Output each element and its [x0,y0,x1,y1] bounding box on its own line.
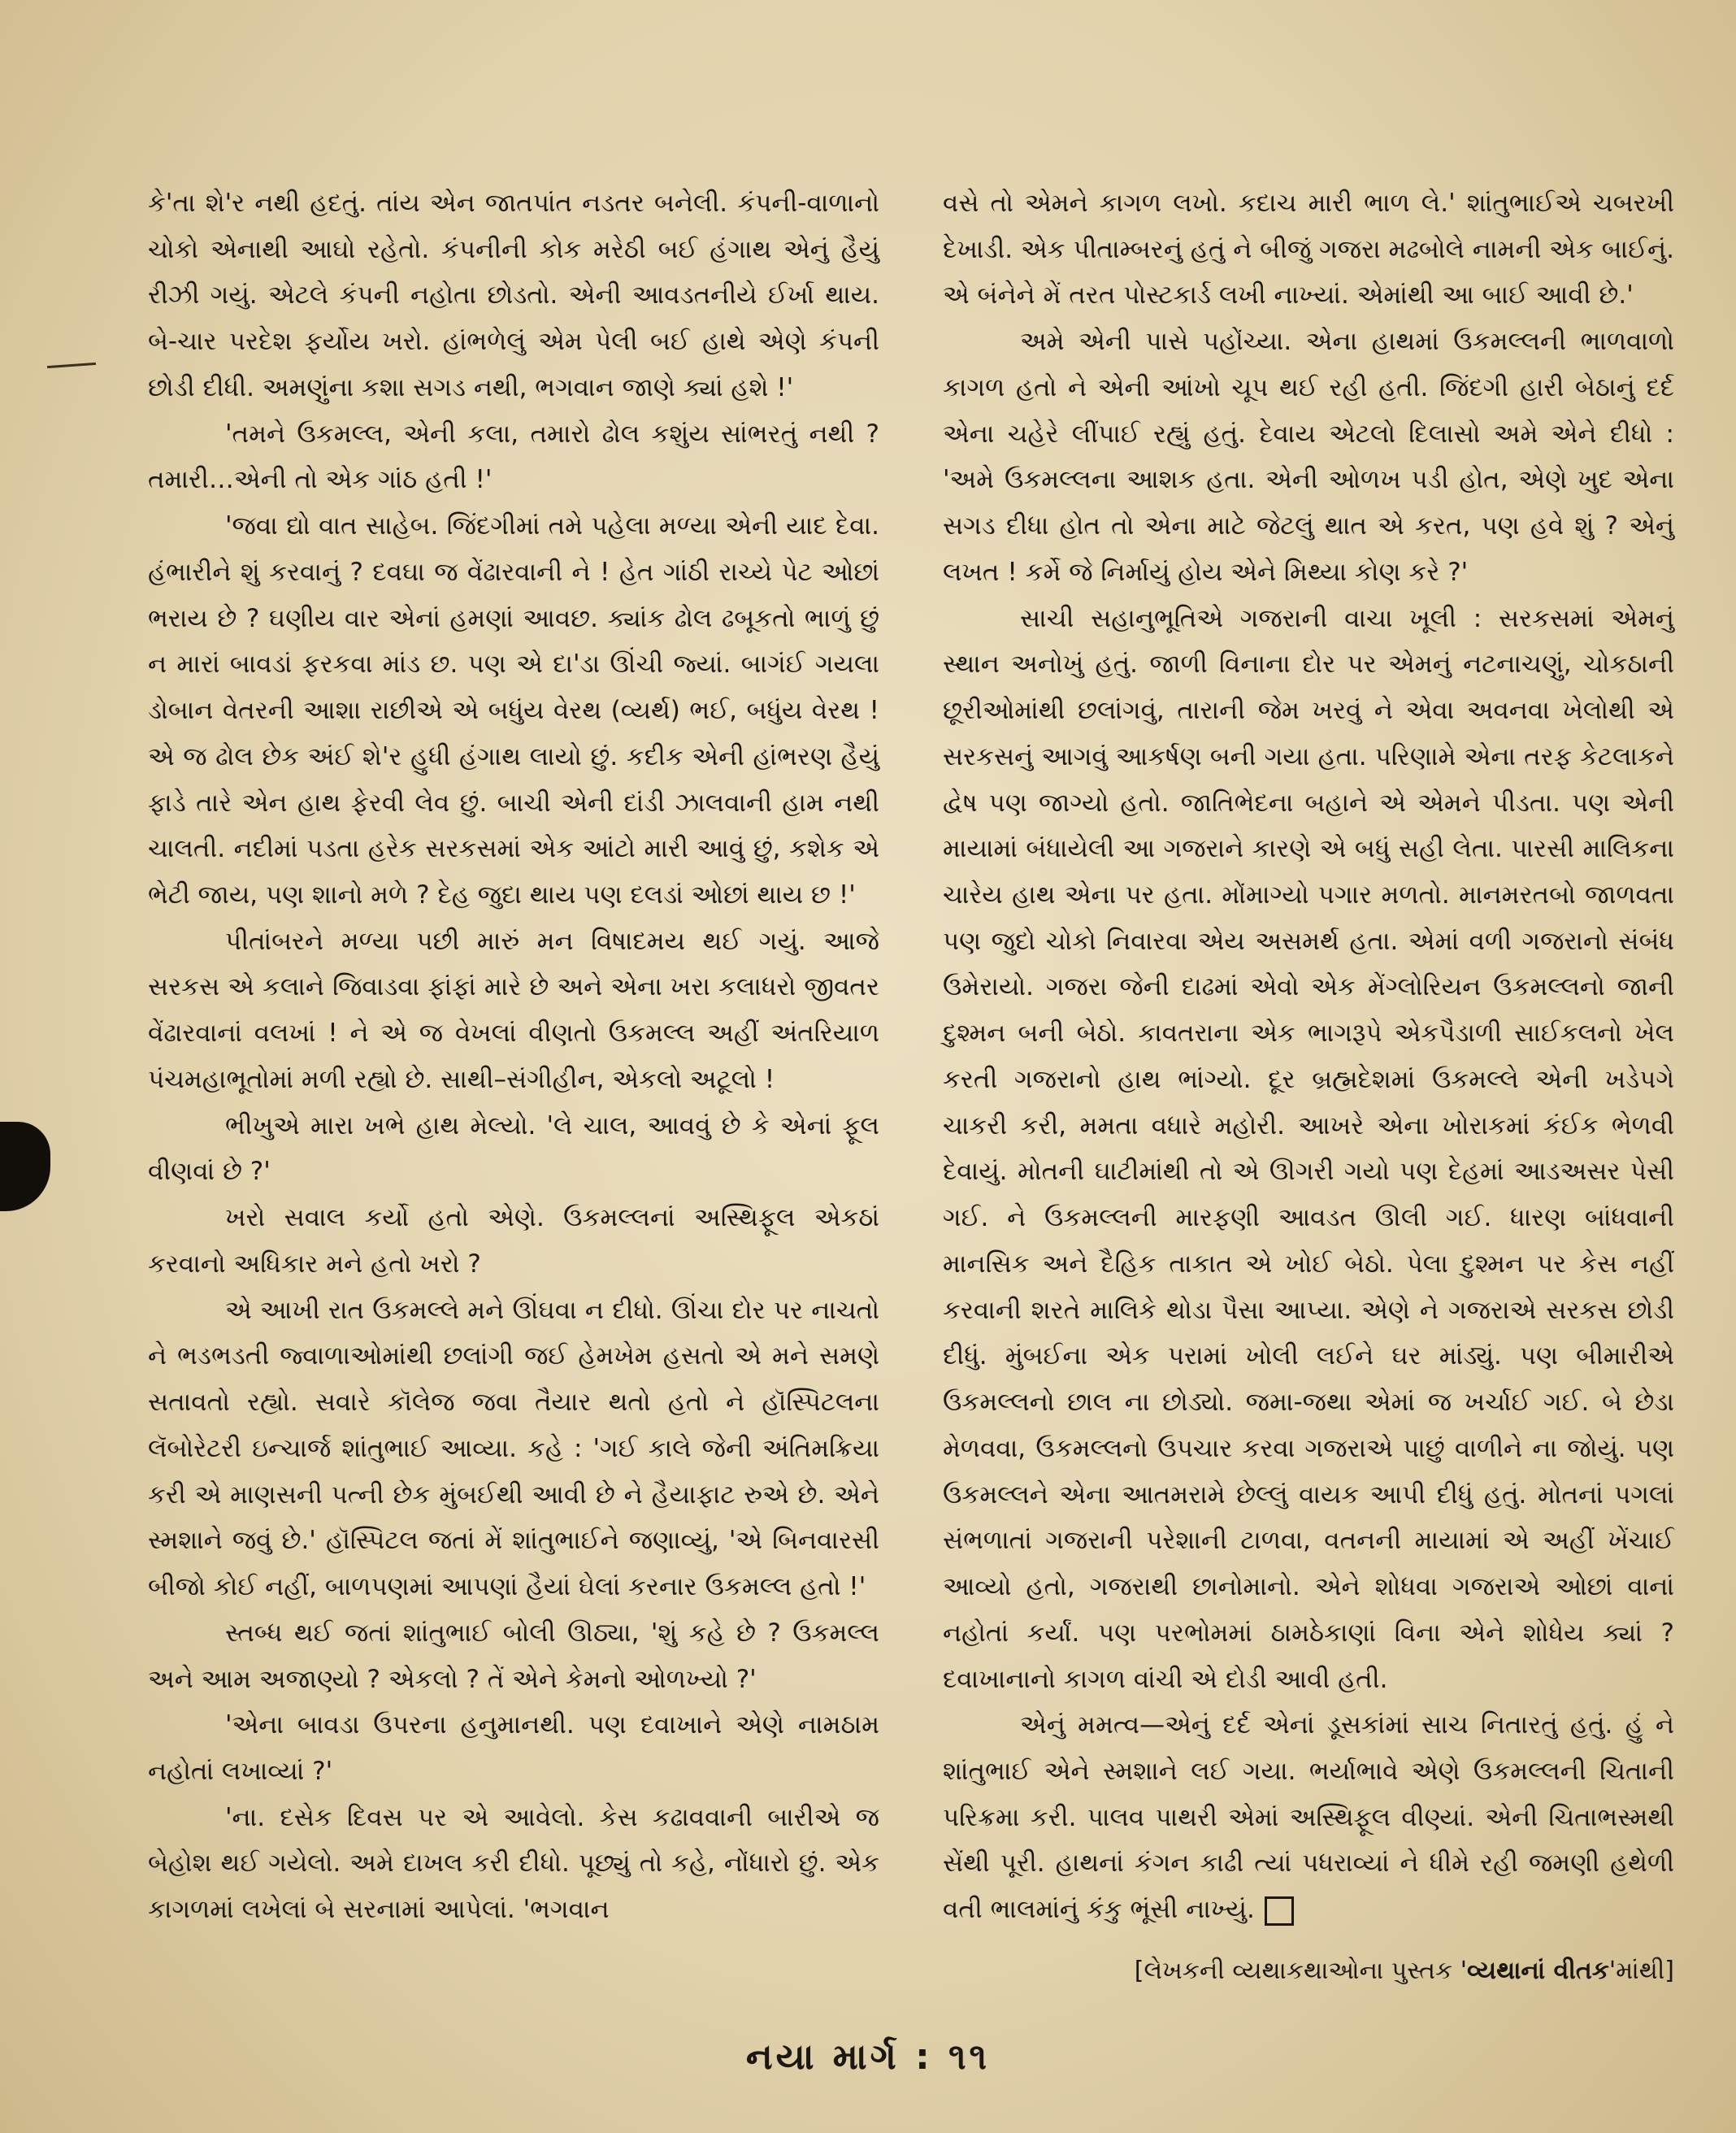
credit-suffix: 'માંથી] [1608,1957,1674,1985]
credit-book-title: વ્યથાનાં વીતક [1466,1957,1609,1985]
paragraph: પીતાંબરને મળ્યા પછી મારું મન વિષાદમય થઈ ગયું. આજે સરકસ એ કલાને જિવાડવા ફાંફાં મારે છે અને એના ખરા કલાધરો જીવતર વેંઢારવાનાં વલખાં ! ને એ જ વેખલાં વીણતો ઉકમલ્લ અહીં અંતરિયાળ પંચમહાભૂતોમાં મળી રહ્યો છે. સાથી–સંગીહીન, એકલો અટૂલો ! [148,926,879,1094]
paragraph: વસે તો એમને કાગળ લખો. કદાચ મારી ભાળ લે.' શાંતુભાઈએ ચબરખી દેખાડી. એક પીતામ્બરનું હતું ને બીજું ગજરા મઢબોલે નામની એક બાઈનું. એ બંનેને મેં તરત પોસ્ટકાર્ડ લખી નાખ્યાં. એમાંથી આ બાઈ આવી છે.' [943,189,1674,311]
paragraph: ભીખુએ મારા ખભે હાથ મેલ્યો. 'લે ચાલ, આવવું છે કે એનાં ફૂલ વીણવાં છે ?' [148,1110,879,1187]
page-damage-stain [0,1122,50,1211]
paragraph: ખરો સવાલ કર્યો હતો એણે. ઉકમલ્લનાં અસ્થિફૂલ એકઠાં કરવાનો અધિકાર મને હતો ખરો ? [148,1203,879,1279]
paragraph: 'જવા દ્યો વાત સાહેબ. જિંદગીમાં તમે પહેલા મળ્યા એની યાદ દેવા. હંભારીને શું કરવાનું ? દવઘા જ વેંઢારવાની ને ! હેત ગાંઠી રાચ્યે પેટ ઓછાં ભરાય છે ? ઘણીય વાર એનાં હમણાં આવછ. ક્યાંક ઢોલ ઢબૂકતો ભાળું છું ન મારાં બાવડાં ફરકવા માંડ છ. પણ એ દા'ડા ઊંચી જ્યાં. બાગંઈ ગયલા ડોબાન વેતરની આશા રાછીએ એ બધુંય વેરથ (વ્યર્થ) ભઈ, બધુંય વેરથ ! એ જ ઢોલ છેક અંઈ શે'ર હુધી હંગાથ લાયો છું. કદીક એની હાંભરણ હૈયું ફાડે તારે એન હાથ ફેરવી લેવ છું. બાચી એની દાંડી ઝાલવાની હામ નથી ચાલતી. નદીમાં પડતા હરેક સરકસમાં એક આંટો મારી આવું છું, કશેક એ ભેટી જાય, પણ શાનો મળે ? દેહ જુદા થાય પણ દલડાં ઓછાં થાય છ !' [148,511,879,910]
page-footer: નયા માર્ગ : ૧૧ [745,2036,991,2078]
paragraph: 'તમને ઉકમલ્લ, એની કલા, તમારો ઢોલ કશુંય સાંભરતું નથી ? તમારી…એની તો એક ગાંઠ હતી !' [148,419,879,495]
paragraph: 'એના બાવડા ઉપરના હનુમાનથી. પણ દવાખાને એણે નામઠામ નહોતાં લખાવ્યાં ?' [148,1710,879,1786]
paragraph: સાચી સહાનુભૂતિએ ગજરાની વાચા ખૂલી : સરકસમાં એમનું સ્થાન અનોખું હતું. જાળી વિનાના દોર પર એમનું નટનાચણું, ચોકઠાની છૂરીઓમાંથી છલાંગવું, તારાની જેમ ખરવું ને એવા અવનવા ખેલોથી એ સરકસનું આગવું આકર્ષણ બની ગયા હતા. પરિણામે એના તરફ કેટલાકને દ્વેષ પણ જાગ્યો હતો. જાતિભેદના બહાને એ એમને પીડતા. પણ એની માયામાં બંધાયેલી આ ગજરાને કારણે એ બધું સહી લેતા. પારસી માલિકના ચારેય હાથ એના પર હતા. મોંમાગ્યો પગાર મળતો. માનમરતબો જાળવતા પણ જુદો ચોકો નિવારવા એય અસમર્થ હતા. એમાં વળી ગજરાનો સંબંધ ઉમેરાયો. ગજરા જેની દાઢમાં એવો એક મેંગ્લોરિયન ઉકમલ્લનો જાની દુશ્મન બની બેઠો. કાવતરાના એક ભાગરૂપે એકપૈડાળી સાઈકલનો ખેલ કરતી ગજરાનો હાથ ભાંગ્યો. દૂર બ્રહ્મદેશમાં ઉકમલ્લે એની ખડેપગે ચાકરી કરી, મમતા વધારે મહોરી. આખરે એના ખોરાકમાં કંઈક ભેળવી દેવાયું. મોતની ઘાટીમાંથી તો એ ઊગરી ગયો પણ દેહમાં આડઅસર પેસી ગઈ. ને ઉકમલ્લની મારફણી આવડત ઊલી ગઈ. ધારણ બાંધવાની માનસિક અને દૈહિક તાકાત એ ખોઈ બેઠો. પેલા દુશ્મન પર કેસ નહીં કરવાની શરતે માલિકે થોડા પૈસા આપ્યા. એણે ને ગજરાએ સરકસ છોડી દીધું. મુંબઈના એક પરામાં ખોલી લઈને ઘર માંડ્યું. પણ બીમારીએ ઉકમલ્લનો છાલ ના છોડ્યો. જમા-જથા એમાં જ ખર્ચાઈ ગઈ. બે છેડા મેળવવા, ઉકમલ્લનો ઉપચાર કરવા ગજરાએ પાછું વાળીને ના જોયું. પણ ઉકમલ્લને એના આતમરામે છેલ્લું વાયક આપી દીધું હતું. મોતનાં પગલાં સંભળાતાં ગજરાની પરેશાની ટાળવા, વતનની માયામાં એ અહીં ખેંચાઈ આવ્યો હતો, ગજરાથી છાનોમાનો. એને શોધવા ગજરાએ ઓછાં વાનાં નહોતાં કર્યાં. પણ પરભોમમાં ઠામઠેકાણાં વિના એને શોધેય ક્યાં ? દવાખાનાનો કાગળ વાંચી એ દોડી આવી હતી. [943,603,1674,1694]
paragraph: સ્તબ્ધ થઈ જતાં શાંતુભાઈ બોલી ઊઠ્યા, 'શું કહે છે ? ઉકમલ્લ અને આમ અજાણ્યો ? એકલો ? તેં એને કેમનો ઓળખ્યો ?' [148,1618,879,1694]
paragraph: એ આખી રાત ઉકમલ્લે મને ઊંઘવા ન દીધો. ઊંચા દોર પર નાચતો ને ભડભડતી જ્વાળાઓમાંથી છલાંગી જઈ હેમખેમ હસતો એ મને સમણે સતાવતો રહ્યો. સવારે કૉલેજ જવા તૈયાર થતો હતો ને હૉસ્પિટલના લૅબોરેટરી ઇન્ચાર્જ શાંતુભાઈ આવ્યા. કહે : 'ગઈ કાલે જેની અંતિમક્રિયા કરી એ માણસની પત્ની છેક મુંબઈથી આવી છે ને હૈયાફાટ રુએ છે. એને સ્મશાને જવું છે.' હૉસ્પિટલ જતાં મેં શાંતુભાઈને જણાવ્યું, 'એ બિનવારસી બીજો કોઈ નહીં, બાળપણમાં આપણાં હૈયાં ઘેલાં કરનાર ઉકમલ્લ હતો !' [148,1295,879,1602]
credit-prefix: [લેખકની વ્યથાકથાઓના પુસ્તક ' [1134,1957,1467,1985]
left-column [148,180,879,1933]
right-column [943,180,1674,1933]
paragraph: કે'તા શે'ર નથી હદતું. તાંય એન જાતપાંત નડતર બનેલી. કંપની-વાળાનો ચોકો એનાથી આઘો રહેતો. કંપનીની કોક મરેઠી બઈ હંગાથ એનું હૈયું રીઝી ગયું. એટલે કંપની નહોતા છોડતો. એની આવડતનીયે ઈર્ખા થાય. બે-ચાર પરદેશ ફર્યોય ખરો. હાંભળેલું એમ પેલી બઈ હાથે એણે કંપની છોડી દીધી. અમણુંના કશા સગડ નથી, ભગવાન જાણે ક્યાં હશે !' [148,189,879,402]
paragraph-text: એનું મમત્વ—એનું દર્દ એનાં ડૂસકાંમાં સાચ નિતારતું હતું. હું ને શાંતુભાઈ એને સ્મશાને લઈ ગયા. ભર્યાભાવે એણે ઉકમલ્લની ચિતાની પરિક્રમા કરી. પાલવ પાથરી એમાં અસ્થિફૂલ વીણ્યાં. એની ચિતાભસ્મથી સેંથી પૂરી. હાથનાં કંગન કાઢી ત્યાં પધરાવ્યાં ને ધીમે રહી જમણી હથેળી વતી ભાલમાંનું કંકુ ભૂંસી નાખ્યું. [943,1710,1674,1925]
paragraph-final [943,1702,1674,1933]
paragraph: અમે એની પાસે પહોંચ્યા. એના હાથમાં ઉકમલ્લની ભાળવાળો કાગળ હતો ને એની આંખો ચૂપ થઈ રહી હતી. જિંદગી હારી બેઠાનું દર્દ એના ચહેરે લીંપાઈ રહ્યું હતું. દેવાય એટલો દિલાસો અમે એને દીધો : 'અમે ઉકમલ્લના આશક હતા. એની ઓળખ પડી હોત, એણે ખુદ એના સગડ દીધા હોત તો એના માટે જેટલું થાત એ કરત, પણ હવે શું ? એનું લખત ! કર્મે જે નિર્માયું હોય એને મિથ્યા કોણ કરે ?' [943,327,1674,587]
page-scratch-mark [47,363,96,368]
end-mark-icon [1265,1896,1294,1926]
paragraph: 'ના. દસેક દિવસ પર એ આવેલો. કેસ કઢાવવાની બારીએ જ બેહોશ થઈ ગયેલો. અમે દાખલ કરી દીધો. પૂછ્યું તો કહે, નોંધારો છું. એક કાગળમાં લખેલાં બે સરનામાં આપેલાં. 'ભગવાન [148,1802,879,1925]
source-credit [1105,1955,1674,1987]
